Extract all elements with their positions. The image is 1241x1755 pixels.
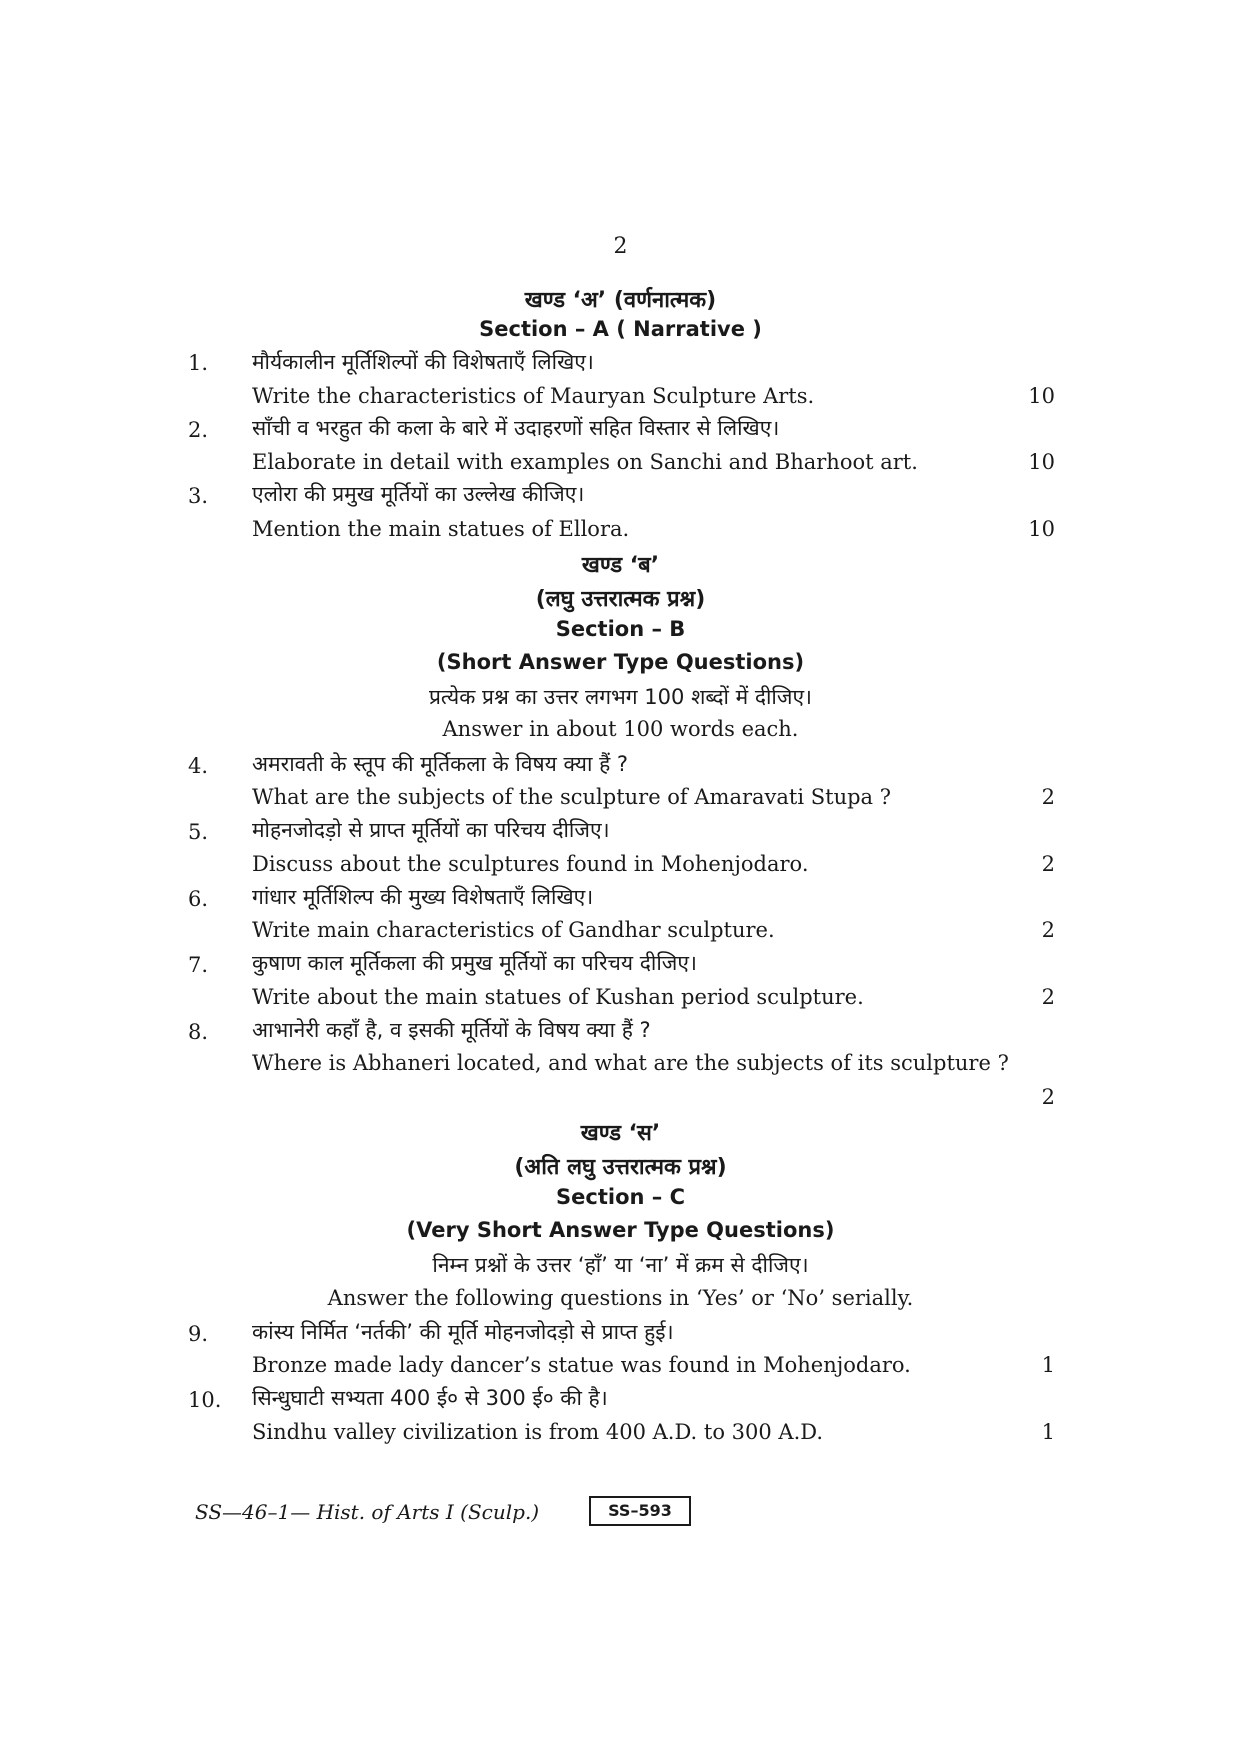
question-text-hindi: साँची व भरहुत की कला के बारे में उदाहरणों सहित विस्तार से लिखिए। <box>252 416 780 440</box>
question-text-english: What are the subjects of the sculpture of Amaravati Stupa ? <box>252 785 892 809</box>
question-marks: 10 <box>1028 384 1055 408</box>
question-text-english: Where is Abhaneri located, and what are the subjects of its sculpture ? <box>252 1051 1009 1075</box>
question-text-hindi: मोहनजोदड़ो से प्राप्त मूर्तियों का परिचय दीजिए। <box>252 818 610 842</box>
section-a-title: Section – A ( Narrative ) <box>479 317 762 341</box>
question-number: 10. <box>188 1388 222 1412</box>
section-b-subtitle-hindi: (लघु उत्तरात्मक प्रश्न) <box>535 587 706 612</box>
question-marks: 2 <box>1041 918 1055 942</box>
section-b-title: Section – B <box>555 617 686 641</box>
question-text-hindi: अमरावती के स्तूप की मूर्तिकला के विषय क्या हैं ? <box>252 752 629 776</box>
question-text-english: Write the characteristics of Mauryan Sculpture Arts. <box>252 384 815 408</box>
question-number: 9. <box>188 1322 209 1346</box>
question-number: 4. <box>188 754 209 778</box>
section-c-subtitle: (Very Short Answer Type Questions) <box>406 1218 835 1242</box>
question-number: 3. <box>188 484 209 508</box>
section-c-title: Section – C <box>556 1185 685 1209</box>
question-text-english: Bronze made lady dancer’s statue was found in Mohenjodaro. <box>252 1353 911 1377</box>
paper-code-box: SS–593 <box>589 1496 691 1526</box>
question-marks: 10 <box>1028 517 1055 541</box>
section-b-subtitle: (Short Answer Type Questions) <box>436 650 805 674</box>
section-c-instruction: Answer the following questions in ‘Yes’ or ‘No’ serially. <box>327 1286 914 1310</box>
question-number: 5. <box>188 820 209 844</box>
question-marks: 10 <box>1028 450 1055 474</box>
question-text-hindi: एलोरा की प्रमुख मूर्तियों का उल्लेख कीजिए। <box>252 482 585 506</box>
question-text-hindi: आभानेरी कहाँ है, व इसकी मूर्तियों के विषय क्या हैं ? <box>252 1018 651 1042</box>
question-text-hindi: मौर्यकालीन मूर्तिशिल्पों की विशेषताएँ लिखिए। <box>252 350 594 374</box>
paper-reference: SS—46–1— Hist. of Arts I (Sculp.) <box>195 1500 540 1524</box>
question-marks: 2 <box>1041 785 1055 809</box>
question-text-hindi: सिन्धुघाटी सभ्यता 400 ई० से 300 ई० की है। <box>252 1386 608 1410</box>
section-c-subtitle-hindi: (अति लघु उत्तरात्मक प्रश्न) <box>514 1155 727 1180</box>
section-b-title-hindi: खण्ड ‘ब’ <box>581 553 660 578</box>
question-marks: 2 <box>1041 1085 1055 1109</box>
question-number: 2. <box>188 418 209 442</box>
question-text-english: Discuss about the sculptures found in Mohenjodaro. <box>252 852 809 876</box>
question-text-english: Sindhu valley civilization is from 400 A.D. to 300 A.D. <box>252 1420 824 1444</box>
question-text-english: Elaborate in detail with examples on Sanchi and Bharhoot art. <box>252 450 918 474</box>
section-c-title-hindi: खण्ड ‘स’ <box>580 1121 661 1146</box>
question-text-hindi: कुषाण काल मूर्तिकला की प्रमुख मूर्तियों का परिचय दीजिए। <box>252 951 697 975</box>
question-number: 1. <box>188 351 209 375</box>
question-number: 8. <box>188 1020 209 1044</box>
question-marks: 2 <box>1041 985 1055 1009</box>
section-c-instruction-hindi: निम्न प्रश्नों के उत्तर ‘हाँ’ या ‘ना’ में क्रम से दीजिए। <box>432 1253 809 1277</box>
question-text-english: Mention the main statues of Ellora. <box>252 517 630 541</box>
section-b-instruction: Answer in about 100 words each. <box>442 717 799 741</box>
question-number: 6. <box>188 887 209 911</box>
question-number: 7. <box>188 953 209 977</box>
question-text-hindi: कांस्य निर्मित ‘नर्तकी’ की मूर्ति मोहनजोदड़ो से प्राप्त हुई। <box>252 1320 674 1344</box>
section-a-title-hindi: खण्ड ‘अ’ (वर्णनात्मक) <box>524 288 717 313</box>
question-text-english: Write about the main statues of Kushan period sculpture. <box>252 985 864 1009</box>
question-text-english: Write main characteristics of Gandhar sculpture. <box>252 918 775 942</box>
question-marks: 1 <box>1041 1420 1055 1444</box>
question-marks: 2 <box>1041 852 1055 876</box>
section-b-instruction-hindi: प्रत्येक प्रश्न का उत्तर लगभग 100 शब्दों में दीजिए। <box>428 685 813 709</box>
question-text-hindi: गांधार मूर्तिशिल्प की मुख्य विशेषताएँ लिखिए। <box>252 885 594 909</box>
question-marks: 1 <box>1041 1353 1055 1377</box>
page-number: 2 <box>613 234 628 259</box>
